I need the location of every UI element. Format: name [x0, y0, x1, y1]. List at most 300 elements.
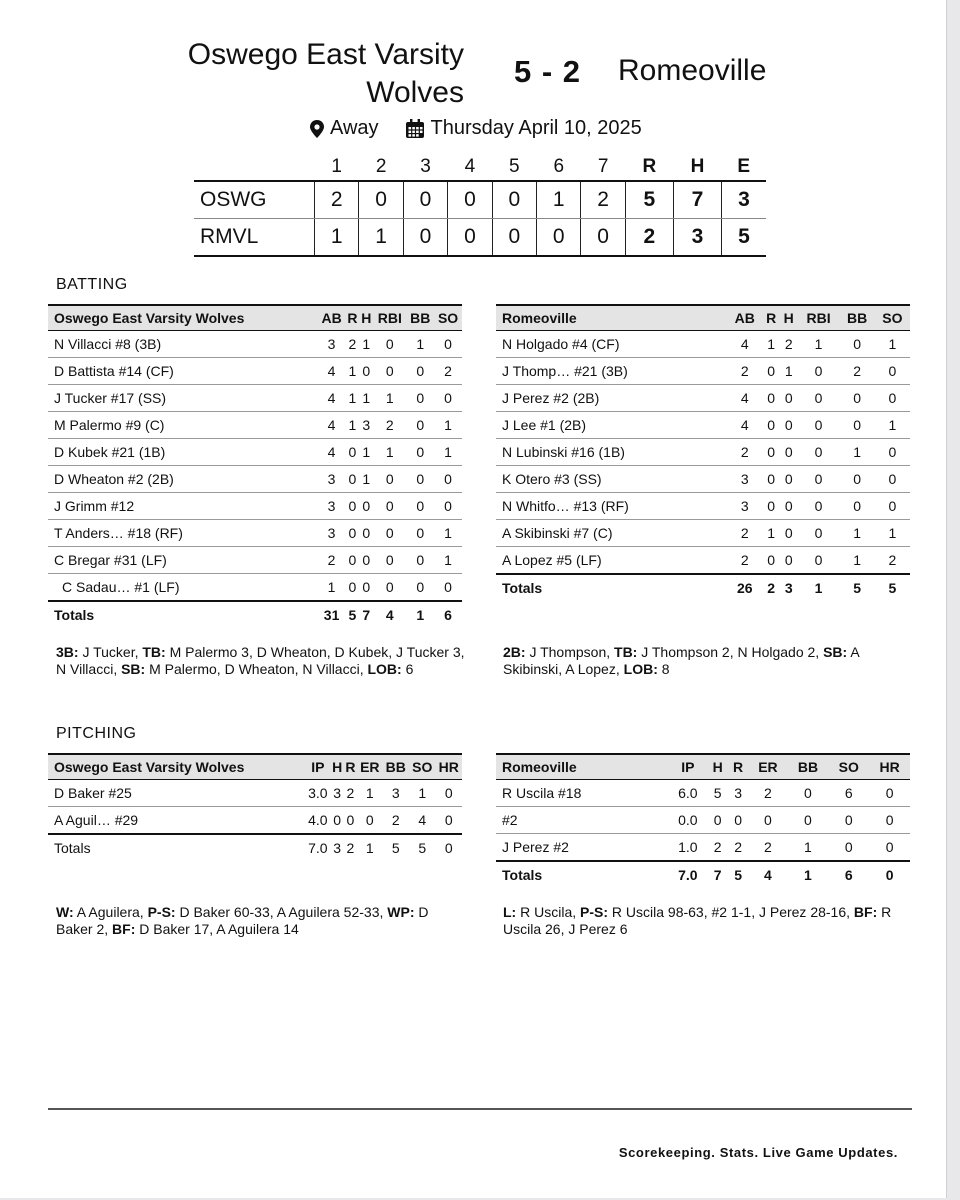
player-name: D Baker #25 [48, 780, 305, 807]
stat-cell: 2 [748, 780, 787, 807]
stat-cell: 0 [780, 493, 798, 520]
stat-cell: 0 [359, 520, 373, 547]
stat-cell: 0 [434, 385, 462, 412]
note-key: P-S: [147, 904, 176, 920]
player-row [48, 466, 462, 493]
totals-cell: 5 [728, 861, 748, 888]
stat-cell: 2 [345, 331, 359, 358]
stat-cell: 1 [840, 547, 875, 575]
linescore-r: 5 [625, 181, 673, 219]
player-name: R Uscila #18 [496, 780, 668, 807]
player-name: D Wheaton #2 (2B) [48, 466, 318, 493]
stat-cell: 4 [318, 412, 346, 439]
team-column-header: Romeoville [496, 305, 727, 331]
note-key: 3B: [56, 644, 79, 660]
stat-column-header: ER [357, 754, 382, 780]
note-value: 8 [657, 661, 670, 677]
stat-cell: 0 [780, 547, 798, 575]
stat-cell: 1 [434, 520, 462, 547]
totals-cell: 2 [344, 834, 357, 861]
away-batting-table [496, 304, 910, 601]
note-value: A Skibinski, A Lopez, [503, 644, 859, 677]
stat-cell: 2 [748, 834, 787, 862]
away-batting-notes [503, 644, 913, 678]
note-value: M Palermo 3, D Wheaton, D Kubek, J Tucker 3, N Villacci, [56, 644, 465, 677]
stat-cell: 4 [318, 358, 346, 385]
player-row [48, 385, 462, 412]
away-pitching-notes [503, 904, 913, 938]
stat-cell: 0 [359, 493, 373, 520]
stat-cell: 2 [780, 331, 798, 358]
inning-score: 0 [537, 219, 581, 257]
batting-section-label: BATTING [56, 276, 128, 293]
inning-score: 1 [537, 181, 581, 219]
stat-cell: 1 [840, 520, 875, 547]
stat-cell: 0 [406, 412, 434, 439]
player-row [496, 834, 910, 862]
player-row [496, 493, 910, 520]
stat-cell: 1 [434, 547, 462, 574]
stat-column-header: AB [727, 305, 762, 331]
player-row [48, 331, 462, 358]
note-value: A Aguilera, [73, 904, 148, 920]
home-team-name [144, 36, 464, 112]
totals-cell: 7 [707, 861, 727, 888]
stat-cell: 0 [798, 358, 840, 385]
errors-header: E [737, 156, 751, 177]
player-row [48, 412, 462, 439]
note-value: M Palermo, D Wheaton, N Villacci, [145, 661, 368, 677]
stat-cell: 1 [409, 780, 435, 807]
totals-cell: 3 [780, 574, 798, 601]
stat-cell: 1 [359, 385, 373, 412]
note-value: J Thompson, [525, 644, 615, 660]
stat-cell: 0 [762, 439, 780, 466]
player-row [496, 358, 910, 385]
inning-score: 0 [448, 219, 492, 257]
stat-cell: 1 [359, 466, 373, 493]
stat-cell: 0 [406, 574, 434, 602]
stat-column-header: R [762, 305, 780, 331]
footer-tagline: Scorekeeping. Stats. Live Game Updates. [618, 1145, 898, 1160]
stat-cell: 0 [840, 493, 875, 520]
stat-cell: 3 [727, 466, 762, 493]
stat-cell: 0 [762, 412, 780, 439]
player-name: A Aguil… #29 [48, 807, 305, 835]
inning-header: 5 [509, 156, 520, 177]
note-key: SB: [121, 661, 146, 677]
stat-cell: 0 [875, 358, 910, 385]
player-name: N Whitfo… #13 (RF) [496, 493, 727, 520]
stat-header-row [48, 754, 462, 780]
inning-score: 0 [403, 219, 447, 257]
linescore-team-header [194, 154, 315, 181]
stat-cell: 3 [318, 493, 346, 520]
stat-cell: 0 [373, 520, 406, 547]
stat-column-header: BB [383, 754, 409, 780]
player-row [496, 807, 910, 834]
player-row [496, 466, 910, 493]
stat-cell: 0 [798, 385, 840, 412]
home-batting-table [48, 304, 462, 628]
player-row [496, 412, 910, 439]
stat-cell: 1 [345, 358, 359, 385]
player-name: J Thomp… #21 (3B) [496, 358, 727, 385]
stat-cell: 1 [762, 331, 780, 358]
stat-cell: 0 [345, 574, 359, 602]
stat-cell: 0 [434, 493, 462, 520]
stat-column-header: AB [318, 305, 346, 331]
stat-cell: 0 [828, 834, 869, 862]
stat-cell: 0 [875, 439, 910, 466]
totals-cell: 6 [828, 861, 869, 888]
note-value: R Uscila 26, J Perez 6 [503, 904, 892, 937]
stat-cell: 0 [406, 439, 434, 466]
note-key: BF: [112, 921, 136, 937]
stat-cell: 1 [875, 412, 910, 439]
stat-cell: 3 [359, 412, 373, 439]
stat-cell: 0 [373, 547, 406, 574]
stat-cell: 0 [788, 780, 829, 807]
player-row [48, 493, 462, 520]
totals-label: Totals [496, 574, 727, 601]
note-value: D Baker 60-33, A Aguilera 52-33, [175, 904, 388, 920]
player-row [496, 385, 910, 412]
stat-cell: 2 [840, 358, 875, 385]
stat-cell: 0 [869, 807, 910, 834]
note-value: D Baker 17, A Aguilera 14 [135, 921, 299, 937]
stat-cell: 0 [875, 466, 910, 493]
away-pitching-table [496, 753, 910, 888]
stat-cell: 1 [318, 574, 346, 602]
stat-cell: 1 [434, 439, 462, 466]
stat-cell: 0 [788, 807, 829, 834]
note-key: TB: [614, 644, 638, 660]
stat-cell: 2 [434, 358, 462, 385]
stat-cell: 0 [344, 807, 357, 835]
stat-cell: 0 [840, 385, 875, 412]
stat-cell: 0 [406, 358, 434, 385]
player-row [48, 358, 462, 385]
note-key: 2B: [503, 644, 526, 660]
inning-header: 3 [420, 156, 431, 177]
stat-cell: 1 [875, 520, 910, 547]
stat-header-row [48, 305, 462, 331]
home-batting-notes [56, 644, 466, 678]
stat-cell: 2 [373, 412, 406, 439]
totals-cell: 5 [409, 834, 435, 861]
totals-cell: 7 [359, 601, 373, 628]
totals-cell: 4 [748, 861, 787, 888]
linescore-row [194, 181, 766, 219]
stat-cell: 4.0 [305, 807, 330, 835]
stat-cell: 0 [828, 807, 869, 834]
player-name: D Battista #14 (CF) [48, 358, 318, 385]
stat-cell: 0 [435, 807, 462, 835]
game-location: Away [330, 117, 379, 139]
linescore-r: 2 [625, 219, 673, 257]
stat-cell: 3 [318, 520, 346, 547]
stat-cell: 0 [406, 466, 434, 493]
inning-header: 2 [375, 156, 387, 177]
stat-cell: 1 [840, 439, 875, 466]
inning-header: 4 [464, 156, 476, 177]
stat-cell: 2 [727, 547, 762, 575]
home-team-line1: Oswego East Varsity [187, 38, 464, 71]
note-key: WP: [387, 904, 415, 920]
stat-cell: 0 [798, 547, 840, 575]
note-key: L: [503, 904, 517, 920]
runs-header: R [642, 156, 657, 177]
stat-cell: 0 [875, 385, 910, 412]
stat-cell: 0 [798, 520, 840, 547]
stat-cell: 0 [406, 547, 434, 574]
player-row [496, 780, 910, 807]
stat-cell: 0.0 [668, 807, 707, 834]
totals-cell: 0 [869, 861, 910, 888]
player-name: J Lee #1 (2B) [496, 412, 727, 439]
totals-cell: 1 [788, 861, 829, 888]
linescore-table [194, 154, 766, 257]
stat-cell: 3.0 [305, 780, 330, 807]
game-date: Thursday April 10, 2025 [430, 117, 642, 139]
stat-cell: 6.0 [668, 780, 707, 807]
player-name: C Sadau… #1 (LF) [48, 574, 318, 602]
stat-cell: 0 [435, 780, 462, 807]
totals-row [48, 601, 462, 628]
totals-row [496, 574, 910, 601]
stat-cell: 0 [359, 547, 373, 574]
totals-cell: 26 [727, 574, 762, 601]
stat-cell: 1 [875, 331, 910, 358]
stat-cell: 0 [359, 358, 373, 385]
inning-header: 6 [553, 156, 565, 177]
stat-cell: 3 [383, 780, 409, 807]
inning-score: 0 [403, 181, 447, 219]
stat-cell: 4 [409, 807, 435, 835]
totals-cell: 6 [434, 601, 462, 628]
stat-cell: 1 [359, 331, 373, 358]
linescore-header-row [194, 154, 766, 181]
stat-column-header: R [344, 754, 357, 780]
stat-cell: 0 [840, 412, 875, 439]
stat-cell: 0 [780, 520, 798, 547]
stat-cell: 1 [406, 331, 434, 358]
stat-cell: 1 [762, 520, 780, 547]
note-key: LOB: [623, 661, 658, 677]
stat-cell: 0 [798, 412, 840, 439]
note-value: J Thompson 2, N Holgado 2, [637, 644, 824, 660]
stat-column-header: H [359, 305, 373, 331]
linescore-row [194, 219, 766, 257]
stat-cell: 0 [762, 358, 780, 385]
away-team-name: Romeoville [618, 54, 767, 87]
stat-cell: 2 [344, 780, 357, 807]
totals-cell: 1 [357, 834, 382, 861]
player-name: M Palermo #9 (C) [48, 412, 318, 439]
totals-cell: 5 [840, 574, 875, 601]
totals-cell: 1 [798, 574, 840, 601]
stat-cell: 0 [345, 547, 359, 574]
note-key: BF: [853, 904, 878, 920]
note-key: P-S: [580, 904, 609, 920]
player-name: J Perez #2 (2B) [496, 385, 727, 412]
stat-column-header: BB [840, 305, 875, 331]
stat-cell: 0 [798, 466, 840, 493]
stat-cell: 4 [318, 385, 346, 412]
stat-cell: 0 [780, 439, 798, 466]
home-team-line2: Wolves [366, 76, 464, 109]
stat-column-header: SO [434, 305, 462, 331]
inning-score: 0 [492, 181, 536, 219]
stat-cell: 2 [728, 834, 748, 862]
stat-cell: 0 [434, 331, 462, 358]
stat-cell: 2 [727, 358, 762, 385]
totals-cell: 5 [875, 574, 910, 601]
stat-cell: 0 [728, 807, 748, 834]
stat-column-header: H [707, 754, 727, 780]
note-key: SB: [823, 644, 848, 660]
hits-header: H [690, 156, 705, 177]
note-value: D Baker 2, [56, 904, 429, 937]
stat-cell: 0 [331, 807, 344, 835]
stat-cell: 0 [345, 466, 359, 493]
player-name: N Holgado #4 (CF) [496, 331, 727, 358]
player-name: J Perez #2 [496, 834, 668, 862]
stat-cell: 0 [373, 574, 406, 602]
player-row [496, 331, 910, 358]
totals-label: Totals [48, 601, 318, 628]
stat-column-header: IP [305, 754, 330, 780]
home-pitching-table [48, 753, 462, 861]
stat-cell: 0 [434, 466, 462, 493]
totals-cell: 0 [435, 834, 462, 861]
totals-row [496, 861, 910, 888]
stat-cell: 0 [762, 547, 780, 575]
stat-cell: 0 [780, 385, 798, 412]
stat-cell: 1 [373, 385, 406, 412]
stat-cell: 2 [727, 520, 762, 547]
stat-header-row [496, 754, 910, 780]
note-value: J Tucker, [78, 644, 143, 660]
linescore-h: 7 [673, 181, 721, 219]
stat-cell: 1.0 [668, 834, 707, 862]
note-key: W: [56, 904, 74, 920]
inning-score: 0 [581, 219, 625, 257]
player-row [48, 807, 462, 835]
footer-divider [48, 1108, 912, 1110]
inning-header: 7 [597, 156, 609, 177]
stat-cell: 0 [345, 439, 359, 466]
stat-cell: 0 [798, 493, 840, 520]
stat-cell: 6 [828, 780, 869, 807]
stat-cell: 5 [707, 780, 727, 807]
player-name: J Tucker #17 (SS) [48, 385, 318, 412]
stat-cell: 2 [727, 439, 762, 466]
player-name: J Grimm #12 [48, 493, 318, 520]
linescore-team: OSWG [194, 181, 315, 219]
note-value: R Uscila, [516, 904, 581, 920]
stat-cell: 0 [748, 807, 787, 834]
totals-cell: 5 [383, 834, 409, 861]
stat-column-header: R [728, 754, 748, 780]
stat-column-header: SO [875, 305, 910, 331]
player-name: N Lubinski #16 (1B) [496, 439, 727, 466]
stat-cell: 2 [383, 807, 409, 835]
stat-cell: 2 [875, 547, 910, 575]
stat-cell: 0 [406, 493, 434, 520]
stat-cell: 1 [345, 412, 359, 439]
stat-cell: 0 [780, 412, 798, 439]
stat-cell: 0 [707, 807, 727, 834]
stat-column-header: R [345, 305, 359, 331]
player-row [496, 520, 910, 547]
inning-score: 2 [315, 181, 359, 219]
stat-cell: 0 [869, 780, 910, 807]
stat-column-header: H [331, 754, 344, 780]
note-value: R Uscila 98-63, #2 1-1, J Perez 28-16, [608, 904, 854, 920]
stat-cell: 4 [727, 331, 762, 358]
game-meta [310, 117, 642, 140]
stat-cell: 3 [728, 780, 748, 807]
totals-cell: 4 [373, 601, 406, 628]
stat-cell: 0 [406, 385, 434, 412]
stat-column-header: HR [869, 754, 910, 780]
stat-cell: 1 [798, 331, 840, 358]
totals-cell: 7.0 [305, 834, 330, 861]
player-row [48, 520, 462, 547]
player-name: D Kubek #21 (1B) [48, 439, 318, 466]
inning-score: 0 [448, 181, 492, 219]
stat-cell: 0 [359, 574, 373, 602]
calendar-icon [405, 119, 425, 139]
linescore-e: 3 [722, 181, 767, 219]
totals-label: Totals [48, 834, 305, 861]
inning-score: 2 [581, 181, 625, 219]
stat-cell: 1 [373, 439, 406, 466]
player-name: #2 [496, 807, 668, 834]
stat-cell: 0 [869, 834, 910, 862]
totals-cell: 1 [406, 601, 434, 628]
stat-cell: 1 [357, 780, 382, 807]
player-name: T Anders… #18 (RF) [48, 520, 318, 547]
inning-score: 1 [359, 219, 403, 257]
stat-header-row [496, 305, 910, 331]
stat-cell: 0 [780, 466, 798, 493]
stat-cell: 0 [840, 331, 875, 358]
totals-label: Totals [496, 861, 668, 888]
location-pin-icon [310, 120, 324, 138]
stat-cell: 0 [762, 493, 780, 520]
stat-cell: 4 [727, 385, 762, 412]
linescore-h: 3 [673, 219, 721, 257]
stat-cell: 0 [762, 466, 780, 493]
stat-cell: 0 [373, 493, 406, 520]
stat-cell: 0 [357, 807, 382, 835]
stat-cell: 3 [318, 466, 346, 493]
player-row [48, 574, 462, 602]
player-name: K Otero #3 (SS) [496, 466, 727, 493]
player-name: N Villacci #8 (3B) [48, 331, 318, 358]
final-score: 5 - 2 [514, 54, 582, 89]
stat-cell: 0 [434, 574, 462, 602]
stat-cell: 0 [345, 520, 359, 547]
inning-score: 0 [359, 181, 403, 219]
stat-column-header: H [780, 305, 798, 331]
stat-cell: 1 [359, 439, 373, 466]
player-name: A Lopez #5 (LF) [496, 547, 727, 575]
player-name: A Skibinski #7 (C) [496, 520, 727, 547]
